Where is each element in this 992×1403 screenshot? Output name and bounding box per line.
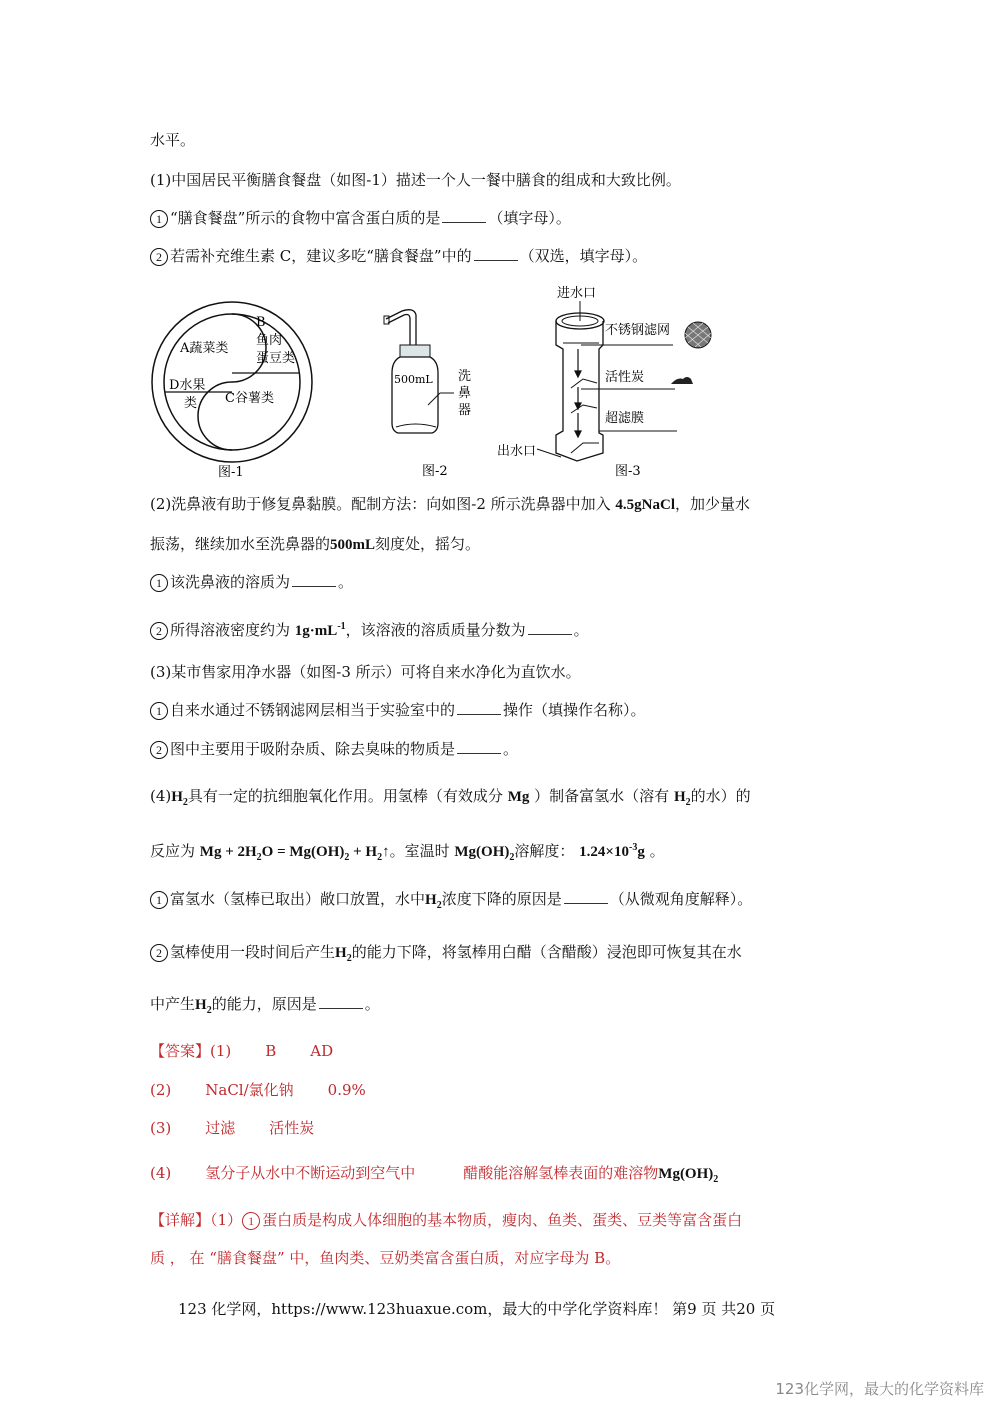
answer-row-3 <box>150 1118 314 1138</box>
circled-number: 1 <box>150 702 168 720</box>
q3-sub1-text: 自来水通过不锈钢滤网层相当于实验室中的 <box>170 701 456 719</box>
fig1-label-b-letter: B <box>256 315 266 330</box>
solubility-unit: g <box>637 844 645 860</box>
circled-number: 2 <box>150 944 168 962</box>
mgoh2-subscript: 2 <box>713 1174 719 1185</box>
q4-stem <box>150 786 751 813</box>
circled-number: 2 <box>150 248 168 266</box>
q2-sub1-tail: 。 <box>338 573 354 591</box>
circled-number: 1 <box>242 1212 260 1230</box>
fig3-caption: 图-3 <box>615 464 641 479</box>
q1-sub2 <box>150 246 647 266</box>
answer-label: 【答案】 <box>150 1042 211 1060</box>
equation-h2: + H <box>349 844 378 860</box>
h2-subscript: 2 <box>436 900 442 911</box>
circled-number: 1 <box>150 891 168 909</box>
q2-sub2-text: 所得溶液密度约为 <box>170 621 291 639</box>
q4-sub1-mid: 浓度下降的原因是 <box>441 890 562 908</box>
fig2-label-3: 器 <box>458 403 472 418</box>
page-footer: 123 化学网，https://www.123huaxue.com，最大的中学化学资料库！ 第9 页 共20 页 <box>178 1300 776 1318</box>
answer-row-2 <box>150 1080 366 1100</box>
answer-3a: 过滤 <box>205 1119 236 1137</box>
q4-line2-mid: 。室温时 <box>389 842 450 860</box>
nacl-mass: 4.5gNaCl <box>615 497 676 513</box>
mg-formula: Mg <box>507 789 530 805</box>
q2-line2-text: 振荡，继续加水至洗鼻器的 <box>150 535 331 553</box>
detail-line-2: 质 ， 在 “膳食餐盘” 中，鱼肉类、豆奶类富含蛋白质，对应字母为 B。 <box>150 1249 621 1267</box>
q3-sub2-text: 图中主要用于吸附杂质、除去臭味的物质是 <box>170 740 456 758</box>
fig1-label-d-line2: 类 <box>184 396 198 411</box>
answer-row-1 <box>150 1041 333 1061</box>
answer-blank <box>292 572 336 587</box>
q4-sub2-line2 <box>150 994 380 1021</box>
q3-sub1-tail: 操作（填操作名称）。 <box>503 701 646 719</box>
q1-sub2-text: 若需补充维生素 C，建议多吃“膳食餐盘”中的 <box>170 247 472 265</box>
q3-sub2-tail: 。 <box>503 740 519 758</box>
answer-num-4: (4) <box>150 1164 172 1182</box>
fig1-label-c: C谷薯类 <box>225 391 274 406</box>
answer-num-3: (3) <box>150 1119 172 1137</box>
detail-text-1: 蛋白质是构成人体细胞的基本物质，瘦肉、鱼类、蛋类、豆类等富含蛋白 <box>262 1211 743 1229</box>
q2-stem <box>150 494 750 515</box>
h2-formula: H <box>335 945 347 961</box>
q4-equation-line <box>150 838 665 868</box>
fig1-label-b-line1: 鱼肉 <box>256 333 283 348</box>
answer-1a: B <box>265 1042 277 1060</box>
q4-number: (4) <box>150 787 172 805</box>
q2-stem-tail: ，加少量水 <box>675 495 751 513</box>
activated-carbon-icon <box>671 377 693 384</box>
q1-stem: (1)中国居民平衡膳食餐盘（如图-1）描述一个人一餐中膳食的组成和大致比例。 <box>150 171 681 189</box>
fig1-label-d-line1: D水果 <box>169 378 206 393</box>
fig3-layer3-label: 超滤膜 <box>605 411 645 426</box>
fig2-volume-label: 500mL <box>394 373 433 386</box>
answer-blank <box>457 700 501 715</box>
figure-1-diet-plate <box>150 298 315 483</box>
q2-sub2-tail: 。 <box>573 621 589 639</box>
q2-sub2-mid: ，该溶液的溶质质量分数为 <box>345 621 526 639</box>
q4-solubility-label: 溶解度： <box>514 842 575 860</box>
q4-line2-text: 反应为 <box>150 842 196 860</box>
fig3-inlet-label: 进水口 <box>557 286 597 301</box>
density-value: 1g·mL <box>294 623 338 639</box>
q4-line1-text: 具有一定的抗细胞氧化作用。用氢棒（有效成分 <box>187 787 503 805</box>
h2-subscript: 2 <box>346 953 352 964</box>
h2-subscript: 2 <box>685 797 691 808</box>
answer-blank <box>564 889 608 904</box>
q4-sub1 <box>150 889 752 916</box>
circled-number: 2 <box>150 622 168 640</box>
gas-arrow-icon: ↑ <box>382 844 390 860</box>
circled-number: 1 <box>150 210 168 228</box>
intro-tail: 水平。 <box>150 131 196 149</box>
h2-formula: H <box>171 789 183 805</box>
fig3-outlet-label: 出水口 <box>497 444 537 459</box>
q2-stem-line2 <box>150 534 480 555</box>
h2-subscript: 2 <box>206 1005 212 1016</box>
answer-blank <box>319 994 363 1009</box>
fig1-label-b-line2: 蛋豆类 <box>256 351 296 366</box>
q2-sub1 <box>150 572 353 592</box>
q4-line3-text: 中产生 <box>150 995 196 1013</box>
mgoh2-formula: Mg(OH) <box>658 1166 714 1182</box>
fig1-label-a: A蔬菜类 <box>180 341 229 356</box>
answer-3b: 活性炭 <box>269 1119 315 1137</box>
answer-blank <box>474 246 518 261</box>
q4-line1-tail: 的水）的 <box>690 787 751 805</box>
figure-3-water-purifier <box>495 283 725 480</box>
detail-label: 【详解】 <box>150 1211 211 1229</box>
q3-stem: (3)某市售家用净水器（如图-3 所示）可将自来水净化为直饮水。 <box>150 663 581 681</box>
q2-stem-text: (2)洗鼻液有助于修复鼻黏膜。配制方法：向如图-2 所示洗鼻器中加入 <box>150 495 611 513</box>
fig3-layer1-label: 不锈钢滤网 <box>605 323 671 338</box>
q4-sub1-text: 富氢水（氢棒已取出）敞口放置，水中 <box>170 890 426 908</box>
q1-sub1 <box>150 208 571 228</box>
q1-sub1-tail: （填字母）。 <box>488 209 571 227</box>
fig3-layer2-label: 活性炭 <box>605 370 645 385</box>
equation-lhs: Mg + 2H <box>199 844 257 860</box>
density-exponent: -1 <box>337 621 346 632</box>
fig2-label-1: 洗 <box>458 369 472 384</box>
h2-formula: H <box>425 892 437 908</box>
q4-sub2-text: 氢棒使用一段时间后产生 <box>170 943 336 961</box>
h2-subscript: 2 <box>377 852 383 863</box>
h2o-subscript: 2 <box>256 852 262 863</box>
equation-product: O = Mg(OH) <box>261 844 345 860</box>
circled-number: 1 <box>150 574 168 592</box>
solubility-value: 1.24×10 <box>579 844 629 860</box>
answer-num-2: (2) <box>150 1081 172 1099</box>
detail-num: （1） <box>210 1211 243 1229</box>
answer-blank <box>457 739 501 754</box>
q3-sub1 <box>150 700 646 720</box>
fig2-caption: 图-2 <box>422 464 448 479</box>
fig2-label-2: 鼻 <box>458 386 472 401</box>
q2-line2-tail: 刻度处，摇匀。 <box>375 535 481 553</box>
answer-4b: 醋酸能溶解氢棒表面的难溶物 <box>463 1164 659 1182</box>
answer-blank <box>442 208 486 223</box>
q1-sub2-tail: （双选，填字母）。 <box>519 247 648 265</box>
circled-number: 2 <box>150 741 168 759</box>
detail-line-1 <box>150 1210 742 1230</box>
q4-line1-mid: ）制备富氢水（溶有 <box>534 787 670 805</box>
q2-sub1-text: 该洗鼻液的溶质为 <box>170 573 291 591</box>
bottle-volume: 500mL <box>330 537 376 553</box>
answer-4a: 氢分子从水中不断运动到空气中 <box>205 1164 416 1182</box>
q2-sub2 <box>150 617 589 641</box>
q4-sub2-mid: 的能力下降，将氢棒用白醋（含醋酸）浸泡即可恢复其在水 <box>351 943 742 961</box>
q4-sub2 <box>150 942 742 969</box>
mgoh2-subscript: 2 <box>344 852 350 863</box>
solubility-exponent: -3 <box>628 842 638 853</box>
q4-line3-tail: 。 <box>364 995 380 1013</box>
q4-sub1-tail: （从微观角度解释）。 <box>609 890 753 908</box>
answer-num-1: (1) <box>210 1042 232 1060</box>
answer-row-4 <box>150 1163 718 1190</box>
answer-2a: NaCl/氯化钠 <box>205 1081 294 1099</box>
h2-formula: H <box>673 789 686 805</box>
answer-blank <box>528 620 572 635</box>
h2-formula: H <box>195 997 207 1013</box>
q3-sub2 <box>150 739 518 759</box>
h2-subscript: 2 <box>182 797 188 808</box>
watermark: 123化学网，最大的化学资料库 <box>775 1380 984 1398</box>
mgoh2-subscript: 2 <box>509 852 515 863</box>
answer-2b: 0.9% <box>327 1081 366 1099</box>
answer-1b: AD <box>310 1042 334 1060</box>
mgoh2-formula: Mg(OH) <box>454 844 510 860</box>
q1-sub1-text: “膳食餐盘”所示的食物中富含蛋白质的是 <box>170 209 441 227</box>
figure-2-nasal-wash-bottle <box>380 305 490 483</box>
fig1-caption: 图-1 <box>218 465 244 480</box>
q4-line2-tail: 。 <box>649 842 665 860</box>
q4-line3-mid: 的能力，原因是 <box>211 995 317 1013</box>
